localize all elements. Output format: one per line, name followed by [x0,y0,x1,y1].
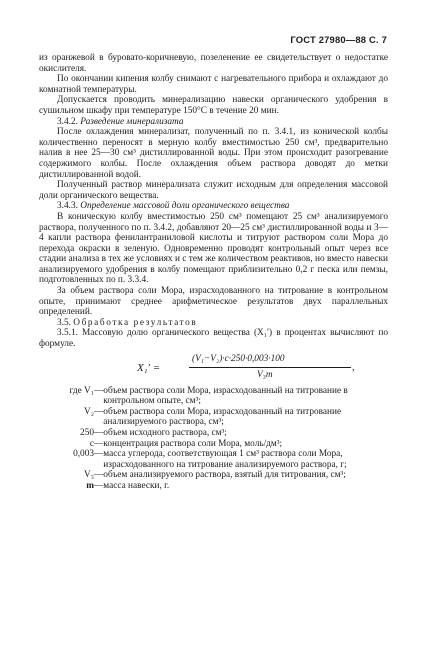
definition-text: масса углерода, соответствующая 1 см³ раствора соли Мора, израсходованного на титрование анализируемого раствора, г; [103,449,347,470]
dash: — [94,385,104,396]
formula-lhs: X₁′ = [137,361,161,374]
definition-symbol: V₃ [84,470,94,481]
dash: — [94,449,104,460]
definition-symbol: V₂ [84,406,94,417]
formula-tail: , [352,361,355,373]
definition-text: объем раствора соли Мора, израсходованный на титрование анализируемого раствора, см³; [103,406,342,428]
section-title: Обработка результатов [73,317,198,328]
definition-symbol: m [86,480,94,491]
section-number: 3.4.3. [57,201,78,212]
formula-denominator: V₃m [257,369,273,380]
paragraph-titration: В коническую колбу вместимостью 250 см³ помещают 25 см³ анализируемого раствора, полученного по п. 3.4.2, добавляют 20—25 см³ дистиллированной воды и 3—4 капли раствора фенилантраниловой кислоты и титруют раствором соли Мора до перехода окраски в зеленую. Одновременно проводят контрольный опыт через все стадии анализа в тех же условиях и с тем же количеством реактивов, но вместо навески анализируемого удобрения в колбу помещают приблизительно 0,2 г песка или пемзы, подготовленных по п. 3.3.4. [39,211,388,286]
formula-numerator: (V₁−V₂)·c·250·0,003·100 [192,353,285,364]
definition-row [39,481,388,492]
definition-row [39,407,388,428]
section-3-5-heading [39,318,388,329]
section-number: 3.4.2. [57,116,78,127]
definition-row [39,439,388,450]
definition-text: объем исходного раствора, см³; [103,428,227,438]
paragraph-dilution: После охлаждения минерализат, полученный по п. 3.4.1, из конической колбы количественно переносят в мерную колбу вместимостью 250 см³, предварительно налив в нее 25—30 см³ дистиллированной воды. При этом происходит разогревание содержимого колбы. После охлаждения объем раствора доводят до метки дистиллированной водой. [39,127,388,180]
page-header: ГОСТ 27980—88 С. 7 [290,34,387,45]
paragraph-control-volume: За объем раствора соли Мора, израсходованного на титрование в контрольном опыте, принимают среднее арифметическое результатов двух параллельных определений. [39,286,388,318]
paragraph-initial-solution: Полученный раствор минерализата служит исходным для определения массовой доли органического вещества. [39,180,388,201]
dash: — [94,480,104,491]
paragraph-formula-intro: 3.5.1. Массовую долю органического вещества (X₁′) в процентах вычисляют по формуле. [39,328,388,350]
definition-text: масса навески, г. [103,480,170,491]
paragraph-drying-cabinet: Допускается проводить минерализацию навески органического удобрения в сушильном шкафу при температуре 150°С в течение 20 мин. [39,95,388,116]
formula-organic-matter [39,352,388,384]
paragraph-cooling: По окончании кипения колбу снимают с нагревательного прибора и охлаждают до комнатной температуры. [39,74,388,95]
dash: — [94,428,104,438]
definition-text: объем раствора соли Мора, израсходованный на титрование в контрольном опыте, см³; [103,385,348,407]
section-title: Определение массовой доли органического вещества [80,201,290,212]
section-number: 3.5. [57,317,71,328]
definition-row [39,386,388,407]
dash: — [94,470,104,481]
definition-text: объем анализируемого раствора, взятый для титрования, см³; [103,470,346,481]
definition-symbol: где V₁ [69,385,94,396]
definition-symbol: 250 [80,428,94,438]
section-title: Разведение минерализата [80,116,184,127]
section-3-4-2-heading [39,117,388,128]
dash: — [94,406,104,417]
definition-text: концентрация раствора соли Мора, моль/дм³; [103,438,283,449]
definition-row [39,428,388,439]
section-3-4-3-heading [39,201,388,212]
definitions-list [39,386,388,492]
document-body [39,53,388,492]
fraction-bar [189,367,351,368]
definition-symbol: 0,003 [73,449,94,460]
paragraph-continuation: из оранжевой в буровато-коричневую, позеленение ее свидетельствует о недостатке окислителя. [39,53,388,74]
dash: — [94,438,104,449]
definition-row [39,449,388,470]
definition-symbol: c [89,438,94,449]
definition-row [39,470,388,481]
